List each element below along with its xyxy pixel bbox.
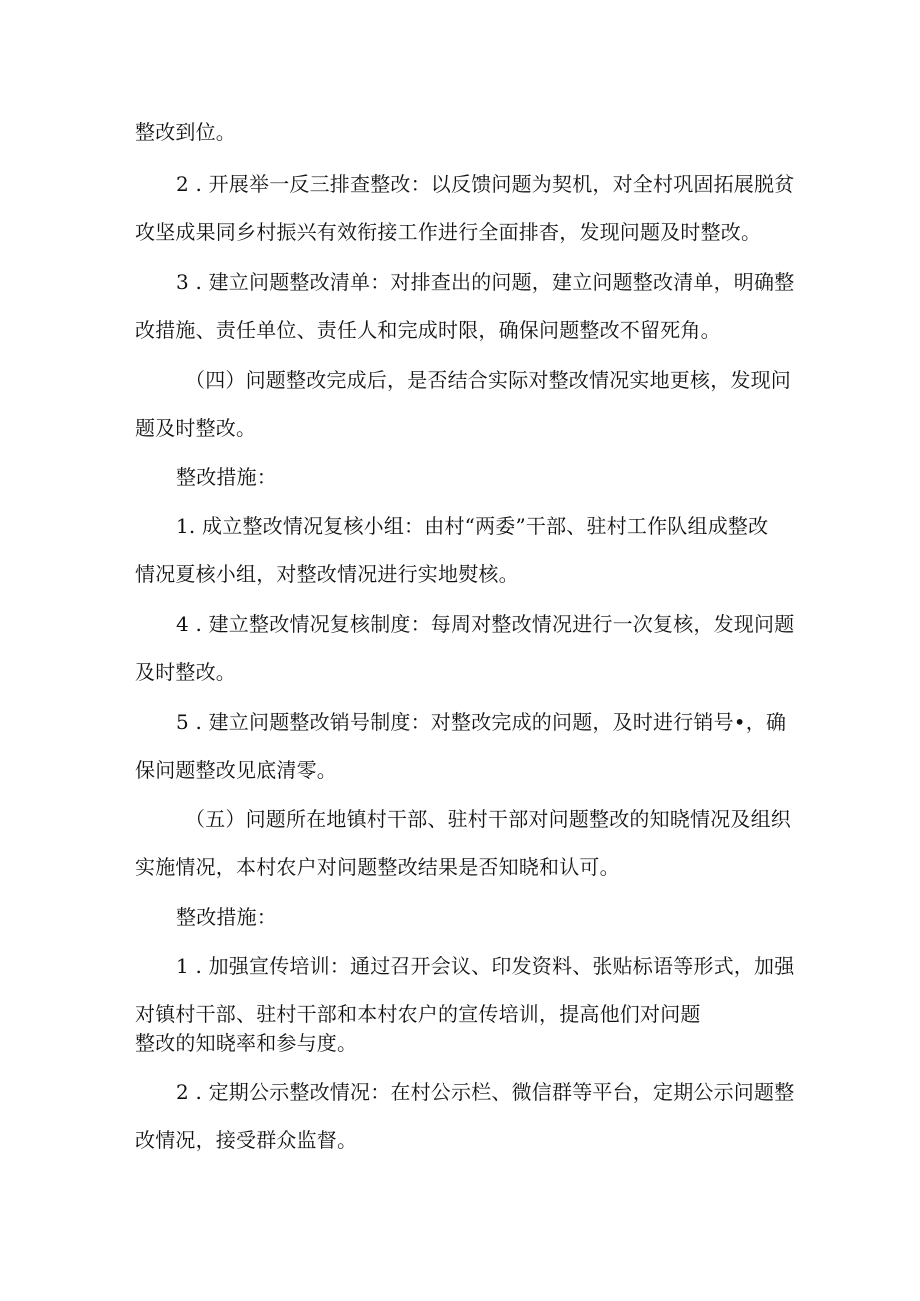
text-line: 保问题整改见底清零。 (135, 758, 337, 782)
text-line: 3 . 建立问题整改清单：对排查出的问题，建立问题整改清单，明确整 (176, 270, 795, 294)
text-line: 1. 成立整改情况复核小组：由村“两委”干部、驻村工作队组成整改 (176, 514, 769, 538)
text-line: 题及时整改。 (135, 416, 257, 440)
text-line: 实施情况，本村农户对问题整改结果是否知晓和认可。 (135, 855, 620, 879)
text-line: 改情况，接受群众监督。 (135, 1128, 358, 1152)
text-line: 整改到位。 (135, 120, 236, 144)
text-line: 整改措施： (176, 465, 277, 489)
text-line: 2 . 定期公示整改情况：在村公示栏、微信群等平台，定期公示问题整 (176, 1080, 795, 1104)
text-line: 5 . 建立问题整改销号制度：对整改完成的问题，及时进行销号•，确 (176, 710, 787, 734)
text-line: 攻坚成果同乡村振兴有效衔接工作进行全面排杳，发现问题及时整改。 (135, 220, 762, 244)
text-line: 整改的知晓率和参与度。 (135, 1031, 358, 1055)
text-line: 整改措施： (176, 905, 277, 929)
text-line: （五）问题所在地镇村干部、驻村干部对问题整改的知晓情况及组织 (185, 807, 791, 831)
text-line: 及时整改。 (135, 660, 236, 684)
text-line: 2 . 开展举一反三排查整改：以反馈问题为契机，对全村巩固拓展脱贫 (176, 172, 795, 196)
text-line: 4 . 建立整改情况复核制度：每周对整改情况进行一次复核，发现问题 (176, 612, 795, 636)
text-line: 改措施、责任单位、责任人和完成时限，确保问题整改不留死角。 (135, 318, 721, 342)
text-line: 情况夏核小组，对整改情况进行实地熨核。 (135, 562, 519, 586)
text-line: 1 . 加强宣传培训：通过召开会议、印发资料、张贴标语等形式，加强 (176, 954, 795, 978)
text-line: 对镇村干部、驻村干部和本村农户的宣传培训，提高他们对问题 (135, 1002, 701, 1026)
text-line: （四）问题整改完成后，是否结合实际对整改情况实地更核，发现问 (185, 368, 791, 392)
